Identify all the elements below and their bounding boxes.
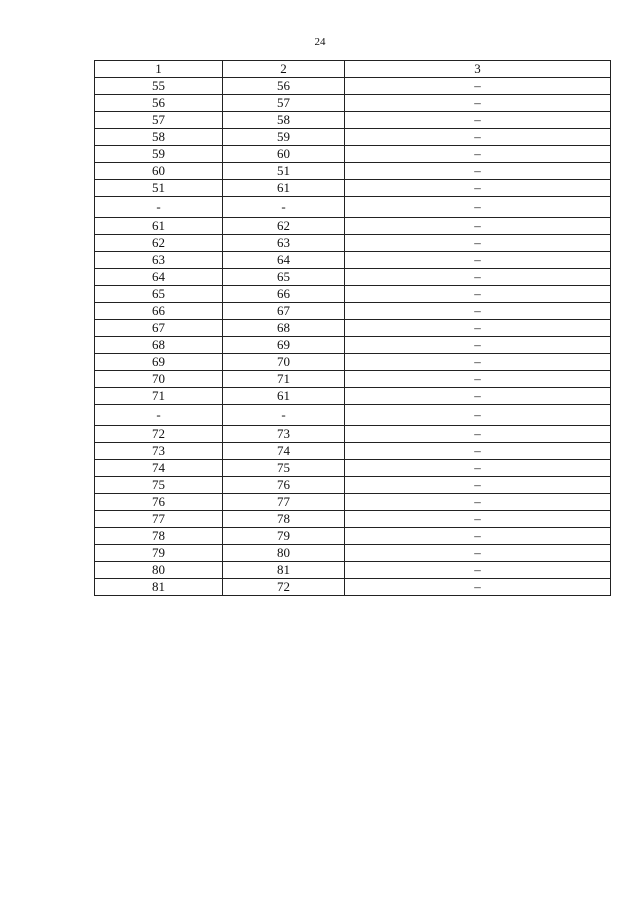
table-row (95, 528, 611, 545)
table-cell: – (345, 354, 611, 371)
table-row (95, 511, 611, 528)
table-row (95, 269, 611, 286)
table-cell: 80 (223, 545, 345, 562)
table-cell: – (345, 112, 611, 129)
table-cell: – (345, 269, 611, 286)
table-cell: 72 (223, 579, 345, 596)
page-number: 24 (314, 36, 326, 48)
column-header-1: 1 (95, 61, 223, 78)
table-cell: 81 (223, 562, 345, 579)
table-cell: 61 (223, 180, 345, 197)
table-row (95, 235, 611, 252)
table-cell: 72 (95, 426, 223, 443)
table-cell: 70 (95, 371, 223, 388)
table-cell: 59 (223, 129, 345, 146)
table-cell: 73 (223, 426, 345, 443)
table-cell: 57 (223, 95, 345, 112)
data-table (94, 60, 611, 596)
table-cell: 77 (95, 511, 223, 528)
table-header-row (95, 61, 611, 78)
table-cell: 70 (223, 354, 345, 371)
table-cell: – (345, 252, 611, 269)
table-cell: 67 (223, 303, 345, 320)
table-cell: – (345, 95, 611, 112)
table-cell: 63 (95, 252, 223, 269)
table-cell: 73 (95, 443, 223, 460)
table-cell: 76 (95, 494, 223, 511)
table-row (95, 405, 611, 426)
table-row (95, 303, 611, 320)
table-cell: 65 (223, 269, 345, 286)
table-cell: – (345, 477, 611, 494)
table-cell: 64 (95, 269, 223, 286)
table-row (95, 443, 611, 460)
table-cell: - (223, 405, 345, 426)
table-cell: 69 (223, 337, 345, 354)
table-cell: 55 (95, 78, 223, 95)
table-row (95, 95, 611, 112)
table-cell: 74 (95, 460, 223, 477)
table-cell: 60 (223, 146, 345, 163)
table-cell: 81 (95, 579, 223, 596)
table-cell: - (223, 197, 345, 218)
table-cell: – (345, 129, 611, 146)
table-cell: 76 (223, 477, 345, 494)
table-cell: – (345, 528, 611, 545)
table-cell: 61 (223, 388, 345, 405)
table-cell: – (345, 371, 611, 388)
table-row (95, 562, 611, 579)
table-cell: – (345, 511, 611, 528)
table-cell: – (345, 405, 611, 426)
table-cell: – (345, 388, 611, 405)
table-row (95, 477, 611, 494)
table-cell: 75 (223, 460, 345, 477)
table-cell: 51 (95, 180, 223, 197)
table-cell: 71 (95, 388, 223, 405)
table-row (95, 579, 611, 596)
table-cell: – (345, 197, 611, 218)
table-cell: 80 (95, 562, 223, 579)
table-cell: – (345, 146, 611, 163)
table-row (95, 163, 611, 180)
table-cell: – (345, 545, 611, 562)
table-row (95, 129, 611, 146)
table-cell: 63 (223, 235, 345, 252)
table-row (95, 426, 611, 443)
table-cell: 64 (223, 252, 345, 269)
table-cell: 77 (223, 494, 345, 511)
table-cell: – (345, 579, 611, 596)
table-row (95, 320, 611, 337)
table-cell: - (95, 197, 223, 218)
table-cell: – (345, 443, 611, 460)
table-cell: 69 (95, 354, 223, 371)
column-header-3: 3 (345, 61, 611, 78)
table-cell: 66 (223, 286, 345, 303)
table-row (95, 371, 611, 388)
table-row (95, 146, 611, 163)
table-cell: 74 (223, 443, 345, 460)
table-cell: 56 (223, 78, 345, 95)
table-cell: 75 (95, 477, 223, 494)
table-cell: 51 (223, 163, 345, 180)
table-row (95, 180, 611, 197)
table-cell: 62 (95, 235, 223, 252)
table-cell: 58 (223, 112, 345, 129)
column-header-2: 2 (223, 61, 345, 78)
table-cell: – (345, 163, 611, 180)
table-cell: 62 (223, 218, 345, 235)
table-row (95, 286, 611, 303)
table-cell: – (345, 562, 611, 579)
table-cell: – (345, 78, 611, 95)
table-cell: 65 (95, 286, 223, 303)
table-cell: 68 (95, 337, 223, 354)
table-cell: – (345, 235, 611, 252)
table-cell: – (345, 460, 611, 477)
table-cell: 61 (95, 218, 223, 235)
table-row (95, 218, 611, 235)
table-cell: 66 (95, 303, 223, 320)
table-cell: 60 (95, 163, 223, 180)
table-cell: 56 (95, 95, 223, 112)
table-cell: – (345, 180, 611, 197)
table-body (95, 78, 611, 596)
table-row (95, 337, 611, 354)
table-cell: – (345, 286, 611, 303)
table-cell: – (345, 218, 611, 235)
table-cell: – (345, 494, 611, 511)
table-row (95, 197, 611, 218)
table-row (95, 252, 611, 269)
table-row (95, 78, 611, 95)
table-row (95, 545, 611, 562)
table-cell: – (345, 426, 611, 443)
table-cell: – (345, 303, 611, 320)
table-row (95, 388, 611, 405)
table-cell: 78 (95, 528, 223, 545)
table-cell: 58 (95, 129, 223, 146)
table-cell: 71 (223, 371, 345, 388)
table-cell: 79 (95, 545, 223, 562)
table-cell: - (95, 405, 223, 426)
table-row (95, 354, 611, 371)
table-row (95, 460, 611, 477)
table-cell: 57 (95, 112, 223, 129)
table-cell: 68 (223, 320, 345, 337)
table-cell: 67 (95, 320, 223, 337)
table-cell: 78 (223, 511, 345, 528)
table-row (95, 112, 611, 129)
table-cell: 79 (223, 528, 345, 545)
table-cell: – (345, 337, 611, 354)
table-row (95, 494, 611, 511)
table-cell: 59 (95, 146, 223, 163)
table-cell: – (345, 320, 611, 337)
